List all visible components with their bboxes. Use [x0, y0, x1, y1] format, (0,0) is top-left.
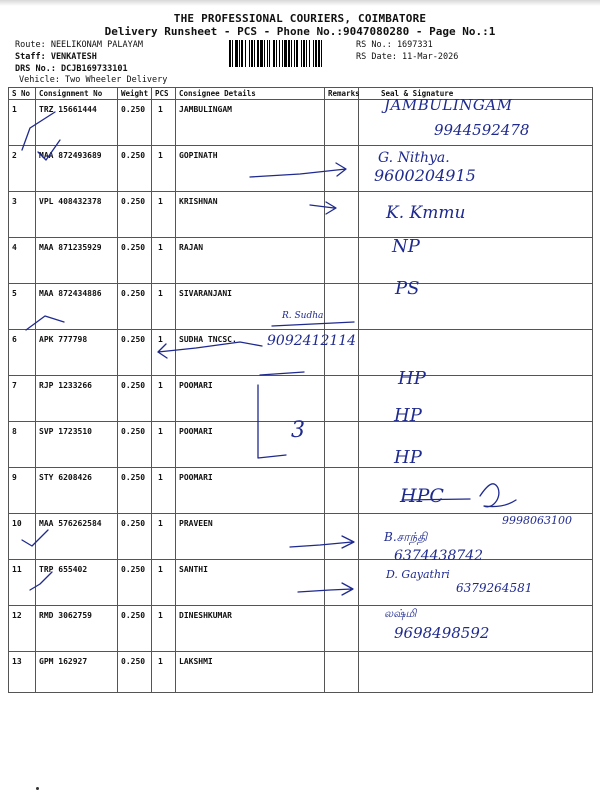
- cell-consignee: JAMBULINGAM: [176, 100, 325, 146]
- phone-row-12: 6379264581: [456, 581, 533, 595]
- signature-row-1: JAMBULINGAM: [384, 96, 513, 114]
- table-row: [9, 284, 593, 330]
- cell-consignee: SIVARANJANI: [176, 284, 325, 330]
- cell-sno: 5: [9, 284, 36, 330]
- cell-remarks: [325, 146, 359, 192]
- cell-consignment: APK 777798: [36, 330, 118, 376]
- cell-remarks: [325, 422, 359, 468]
- cell-weight: 0.250: [118, 192, 152, 238]
- cell-weight: 0.250: [118, 560, 152, 606]
- cell-consignee: POOMARI: [176, 422, 325, 468]
- cell-remarks: [325, 606, 359, 652]
- vehicle-label: Vehicle: Two Wheeler Delivery: [19, 75, 168, 85]
- cell-sno: 3: [9, 192, 36, 238]
- cell-weight: 0.250: [118, 284, 152, 330]
- signature-row-2: G. Nithya.: [378, 150, 450, 166]
- signature-row-11: B.சாந்தி: [384, 530, 428, 544]
- cell-weight: 0.250: [118, 606, 152, 652]
- cell-weight: 0.250: [118, 376, 152, 422]
- col-header-weight: Weight: [118, 88, 152, 100]
- phone-row-13: 9698498592: [394, 624, 490, 642]
- cell-weight: 0.250: [118, 422, 152, 468]
- col-header-consignee: Consignee Details: [176, 88, 325, 100]
- scan-speck: [36, 787, 39, 790]
- signature-row-5: PS: [395, 278, 420, 299]
- cell-signature: [359, 652, 593, 693]
- phone-row-6: 9092412114: [267, 333, 357, 349]
- signature-row-4: NP: [392, 236, 420, 257]
- phone-row-2: 9600204915: [374, 166, 476, 185]
- cell-consignee: RAJAN: [176, 238, 325, 284]
- table-row: [9, 468, 593, 514]
- cell-weight: 0.250: [118, 100, 152, 146]
- bracket-count: 3: [291, 418, 305, 443]
- cell-pcs: 1: [152, 606, 176, 652]
- table-row: [9, 146, 593, 192]
- delivery-table: [8, 87, 593, 693]
- cell-weight: 0.250: [118, 514, 152, 560]
- signature-row-12: D. Gayathri: [386, 568, 450, 581]
- cell-pcs: 1: [152, 284, 176, 330]
- cell-remarks: [325, 284, 359, 330]
- cell-sno: 9: [9, 468, 36, 514]
- signature-row-6: R. Sudha: [282, 311, 324, 321]
- cell-pcs: 1: [152, 330, 176, 376]
- cell-remarks: [325, 468, 359, 514]
- cell-consignee: LAKSHMI: [176, 652, 325, 693]
- col-header-sno: S No: [9, 88, 36, 100]
- cell-consignee: KRISHNAN: [176, 192, 325, 238]
- phone-row-1: 9944592478: [434, 121, 530, 139]
- cell-remarks: [325, 238, 359, 284]
- route-label: Route: NEELIKONAM PALAYAM: [15, 40, 143, 50]
- cell-remarks: [325, 514, 359, 560]
- cell-sno: 1: [9, 100, 36, 146]
- cell-consignment: MAA 872434886: [36, 284, 118, 330]
- table-row: [9, 376, 593, 422]
- signature-row-7: HP: [398, 368, 426, 389]
- cell-sno: 6: [9, 330, 36, 376]
- cell-sno: 10: [9, 514, 36, 560]
- cell-remarks: [325, 100, 359, 146]
- phone-row-10: 9998063100: [502, 514, 572, 527]
- cell-sno: 11: [9, 560, 36, 606]
- cell-consignment: MAA 871235929: [36, 238, 118, 284]
- signature-row-10: HPC: [400, 485, 444, 507]
- cell-remarks: [325, 652, 359, 693]
- cell-signature: [359, 284, 593, 330]
- cell-consignment: RJP 1233266: [36, 376, 118, 422]
- rs-number: RS No.: 1697331: [356, 40, 433, 50]
- cell-remarks: [325, 560, 359, 606]
- cell-weight: 0.250: [118, 238, 152, 284]
- staff-label: Staff: VENKATESH: [15, 52, 97, 62]
- cell-sno: 7: [9, 376, 36, 422]
- cell-weight: 0.250: [118, 468, 152, 514]
- cell-sno: 13: [9, 652, 36, 693]
- rs-date: RS Date: 11-Mar-2026: [356, 52, 459, 62]
- col-header-remarks: Remarks: [325, 88, 359, 100]
- cell-remarks: [325, 192, 359, 238]
- cell-consignee: POOMARI: [176, 468, 325, 514]
- cell-consignment: MAA 872493689: [36, 146, 118, 192]
- cell-pcs: 1: [152, 422, 176, 468]
- signature-row-9: HP: [394, 447, 422, 468]
- cell-consignment: VPL 408432378: [36, 192, 118, 238]
- cell-consignment: STY 6208426: [36, 468, 118, 514]
- cell-pcs: 1: [152, 468, 176, 514]
- cell-remarks: [325, 376, 359, 422]
- table-row: [9, 192, 593, 238]
- barcode: [229, 40, 353, 67]
- cell-sno: 2: [9, 146, 36, 192]
- cell-weight: 0.250: [118, 652, 152, 693]
- cell-sno: 8: [9, 422, 36, 468]
- cell-sno: 4: [9, 238, 36, 284]
- cell-pcs: 1: [152, 652, 176, 693]
- signature-row-13: லஷ்மி: [384, 607, 417, 620]
- drs-number: DRS No.: DCJB169733101: [15, 64, 128, 74]
- cell-pcs: 1: [152, 514, 176, 560]
- cell-consignment: GPM 162927: [36, 652, 118, 693]
- cell-consignment: RMD 3062759: [36, 606, 118, 652]
- table-row: [9, 606, 593, 652]
- cell-consignee: POOMARI: [176, 376, 325, 422]
- cell-pcs: 1: [152, 560, 176, 606]
- cell-weight: 0.250: [118, 330, 152, 376]
- cell-consignment: TRP 655402: [36, 560, 118, 606]
- cell-weight: 0.250: [118, 146, 152, 192]
- cell-signature: [359, 330, 593, 376]
- cell-consignee: GOPINATH: [176, 146, 325, 192]
- cell-consignee: DINESHKUMAR: [176, 606, 325, 652]
- cell-pcs: 1: [152, 100, 176, 146]
- col-header-consignment: Consignment No: [36, 88, 118, 100]
- cell-pcs: 1: [152, 238, 176, 284]
- cell-consignment: MAA 576262584: [36, 514, 118, 560]
- table-row: [9, 652, 593, 693]
- cell-consignment: SVP 1723510: [36, 422, 118, 468]
- cell-consignment: TRZ 15661444: [36, 100, 118, 146]
- runsheet-subtitle: Delivery Runsheet - PCS - Phone No.:9047080280 - Page No.:1: [104, 25, 496, 38]
- cell-consignee: SANTHI: [176, 560, 325, 606]
- col-header-pcs: PCS: [152, 88, 176, 100]
- cell-consignee: PRAVEEN: [176, 514, 325, 560]
- signature-row-3: K. Kmmu: [386, 203, 466, 223]
- company-title: THE PROFESSIONAL COURIERS, COIMBATORE: [173, 12, 427, 25]
- cell-pcs: 1: [152, 146, 176, 192]
- table-row: [9, 238, 593, 284]
- cell-consignee: SUDHA TNCSC.: [176, 330, 325, 376]
- phone-row-11: 6374438742: [394, 548, 484, 564]
- signature-row-8: HP: [394, 405, 422, 426]
- col-header-signature: Seal & Signature: [359, 88, 593, 100]
- cell-pcs: 1: [152, 192, 176, 238]
- cell-signature: [359, 468, 593, 514]
- cell-pcs: 1: [152, 376, 176, 422]
- cell-sno: 12: [9, 606, 36, 652]
- scan-edge: [0, 0, 600, 6]
